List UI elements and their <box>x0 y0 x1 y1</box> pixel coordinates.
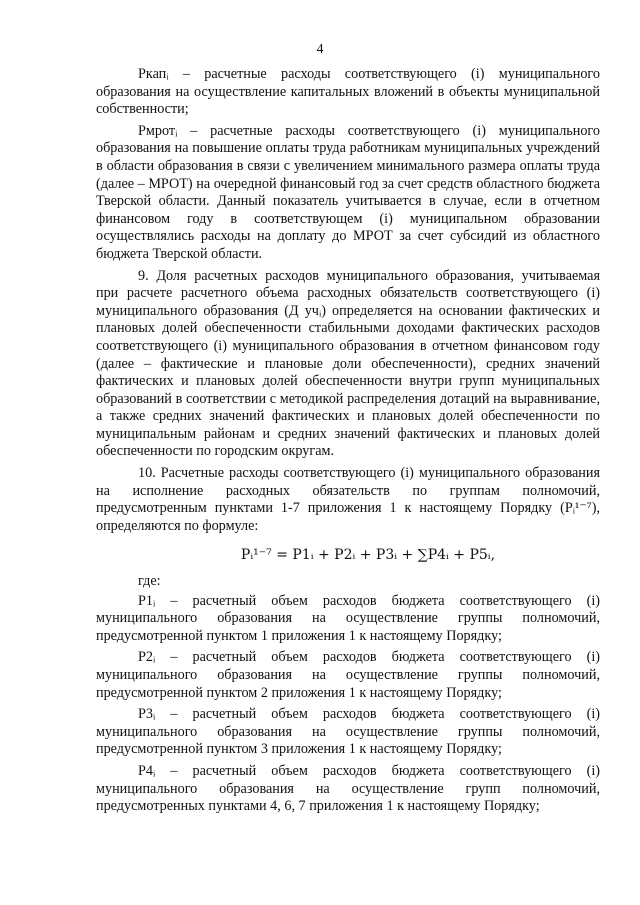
paragraph-rkap: Ркапᵢ – расчетные расходы соответствующего (i) муниципального образования на осуществление капитальных вложений в объекты муниципальной собственности; <box>96 66 600 118</box>
page-number: 4 <box>316 42 324 57</box>
definition-p4: P4ᵢ – расчетный объем расходов бюджета соответствующего (i) муниципального образования на осуществление групп полномочий, предусмотренных пунктами 4, 6, 7 приложения 1 к настоящему Порядку; <box>96 762 600 815</box>
definition-p1: P1ᵢ – расчетный объем расходов бюджета соответствующего (i) муниципального образования на осуществление группы полномочий, предусмотренной пунктом 1 приложения 1 к настоящему Порядку; <box>96 592 600 644</box>
where-label: где: <box>138 573 161 590</box>
paragraph-item-10: 10. Расчетные расходы соответствующего (i) муниципального образования на исполнение расходных обязательств по группам полномочий, предусмотренным пунктами 1-7 приложения 1 к настоящему Порядку (Pᵢ¹⁻⁷), определяются по формуле: <box>96 465 600 534</box>
paragraph-item-9: 9. Доля расчетных расходов муниципального образования, учитываемая при расчете расчетного объема расходных обязательств соответствующего (i) муниципального образования (Д учᵢ) определяется на основании фактических и плановых долей обеспеченности стабильными доходами фактических расходов соответствующего (i) муниципального образования в отчетном финансовом году (далее – фактические и плановые доли обеспеченности), средних значений фактических и плановых долей обеспеченности внутри групп муниципальных образований в соответствии с методикой распределения дотаций на выравнивание, а также средних значений фактических и плановых долей обеспеченности по муниципальным районам и средних значений фактических и плановых долей обеспеченности по городским округам. <box>96 267 600 460</box>
formula: Pᵢ¹⁻⁷ = P1ᵢ + P2ᵢ + P3ᵢ + ∑P4ᵢ + P5ᵢ, <box>240 547 496 564</box>
definition-p2: P2ᵢ – расчетный объем расходов бюджета соответствующего (i) муниципального образования на осуществление группы полномочий, предусмотренной пунктом 2 приложения 1 к настоящему Порядку; <box>96 649 600 701</box>
paragraph-rmrot: Рмротᵢ – расчетные расходы соответствующего (i) муниципального образования на повышение оплаты труда работникам муниципальных учреждений в области образования в связи с увеличением минимального размера оплаты труда (далее – МРОТ) на очередной финансовый год за счет средств областного бюджета Тверской области. Данный показатель учитывается в случае, если в отчетном финансовом году в соответствующем (i) муниципальном образовании осуществлялись расходы на доплату до МРОТ за счет субсидий из областного бюджета Тверской области. <box>96 122 600 262</box>
definition-p3: P3ᵢ – расчетный объем расходов бюджета соответствующего (i) муниципального образования на осуществление группы полномочий, предусмотренной пунктом 3 приложения 1 к настоящему Порядку; <box>96 706 600 758</box>
document-body <box>96 66 600 820</box>
